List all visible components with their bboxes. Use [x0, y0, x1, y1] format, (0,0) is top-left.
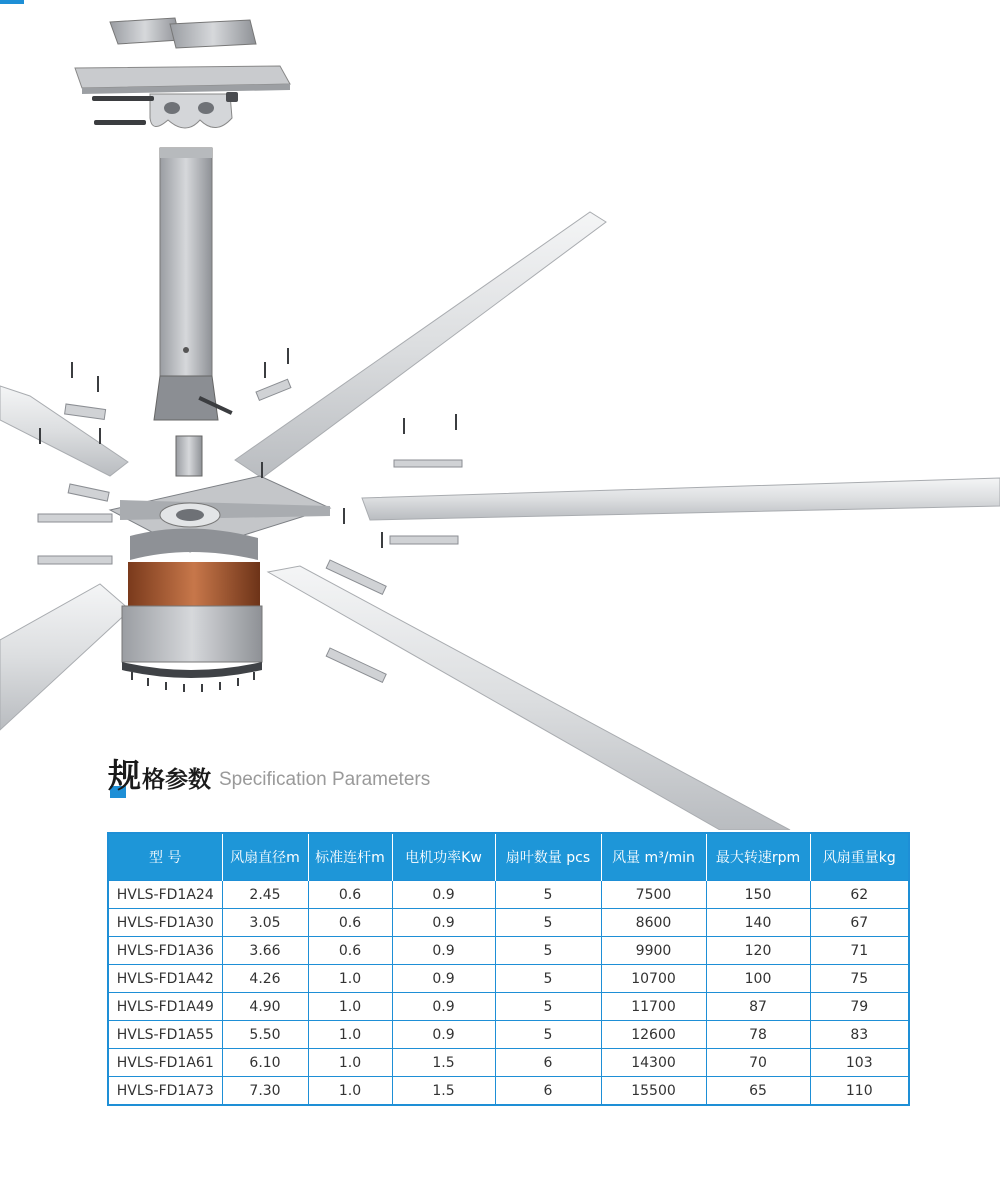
- cell-max-speed: 100: [706, 965, 810, 993]
- cell-blade-count: 5: [495, 1021, 601, 1049]
- table-row: [108, 1049, 909, 1077]
- cell-downrod: 0.6: [308, 909, 392, 937]
- cell-downrod: 1.0: [308, 1077, 392, 1106]
- cell-airflow: 11700: [601, 993, 706, 1021]
- cell-diameter: 3.66: [222, 937, 308, 965]
- cell-motor-power: 1.5: [392, 1077, 495, 1106]
- cell-weight: 62: [810, 881, 909, 909]
- table-row: [108, 965, 909, 993]
- header-model: 型 号: [108, 833, 222, 881]
- table-row: [108, 937, 909, 965]
- cell-blade-count: 6: [495, 1049, 601, 1077]
- table-row: [108, 993, 909, 1021]
- cell-diameter: 7.30: [222, 1077, 308, 1106]
- cell-blade-count: 5: [495, 881, 601, 909]
- cell-motor-power: 0.9: [392, 909, 495, 937]
- cell-motor-power: 0.9: [392, 881, 495, 909]
- cell-blade-count: 5: [495, 937, 601, 965]
- cell-weight: 110: [810, 1077, 909, 1106]
- cell-downrod: 0.6: [308, 881, 392, 909]
- header-diameter: 风扇直径m: [222, 833, 308, 881]
- header-weight: 风扇重量kg: [810, 833, 909, 881]
- cell-model: HVLS-FD1A24: [108, 881, 222, 909]
- header-blade-count: 扇叶数量 pcs: [495, 833, 601, 881]
- cell-blade-count: 5: [495, 965, 601, 993]
- table-row: [108, 1021, 909, 1049]
- cell-downrod: 0.6: [308, 937, 392, 965]
- cell-diameter: 4.90: [222, 993, 308, 1021]
- cell-max-speed: 150: [706, 881, 810, 909]
- cell-airflow: 14300: [601, 1049, 706, 1077]
- cell-airflow: 10700: [601, 965, 706, 993]
- header-motor-power: 电机功率Kw: [392, 833, 495, 881]
- cell-airflow: 9900: [601, 937, 706, 965]
- heading-english: Specification Parameters: [219, 769, 431, 790]
- cell-diameter: 5.50: [222, 1021, 308, 1049]
- cell-model: HVLS-FD1A55: [108, 1021, 222, 1049]
- heading-chinese: 格参数: [142, 767, 211, 793]
- cell-weight: 71: [810, 937, 909, 965]
- cell-weight: 67: [810, 909, 909, 937]
- cell-model: HVLS-FD1A61: [108, 1049, 222, 1077]
- table-row: [108, 909, 909, 937]
- spec-table: [107, 832, 910, 1106]
- cell-motor-power: 0.9: [392, 1021, 495, 1049]
- mount-plate: [75, 66, 290, 128]
- heading-first-char: [108, 758, 141, 794]
- cell-max-speed: 140: [706, 909, 810, 937]
- cell-blade-count: 5: [495, 909, 601, 937]
- downrod: [154, 148, 233, 420]
- cell-max-speed: 120: [706, 937, 810, 965]
- cell-weight: 103: [810, 1049, 909, 1077]
- header-downrod: 标准连杆m: [308, 833, 392, 881]
- table-header-row: [108, 833, 909, 881]
- header-max-speed: 最大转速rpm: [706, 833, 810, 881]
- header-airflow: 风量 m³/min: [601, 833, 706, 881]
- cell-weight: 79: [810, 993, 909, 1021]
- cell-airflow: 12600: [601, 1021, 706, 1049]
- cell-diameter: 6.10: [222, 1049, 308, 1077]
- cell-model: HVLS-FD1A49: [108, 993, 222, 1021]
- cell-downrod: 1.0: [308, 993, 392, 1021]
- cell-airflow: 7500: [601, 881, 706, 909]
- cell-max-speed: 65: [706, 1077, 810, 1106]
- mount-bracket-top: [110, 18, 256, 48]
- cell-downrod: 1.0: [308, 965, 392, 993]
- cell-max-speed: 78: [706, 1021, 810, 1049]
- table-row: [108, 881, 909, 909]
- section-heading: [108, 748, 430, 794]
- cell-airflow: 15500: [601, 1077, 706, 1106]
- cell-motor-power: 0.9: [392, 965, 495, 993]
- cell-model: HVLS-FD1A42: [108, 965, 222, 993]
- cell-blade-count: 6: [495, 1077, 601, 1106]
- cell-blade-count: 5: [495, 993, 601, 1021]
- cell-weight: 83: [810, 1021, 909, 1049]
- table-row: [108, 1077, 909, 1106]
- spec-table-body: [108, 881, 909, 1106]
- motor: [122, 528, 262, 678]
- cell-motor-power: 0.9: [392, 937, 495, 965]
- cell-motor-power: 1.5: [392, 1049, 495, 1077]
- cell-model: HVLS-FD1A30: [108, 909, 222, 937]
- cell-weight: 75: [810, 965, 909, 993]
- cell-airflow: 8600: [601, 909, 706, 937]
- cell-downrod: 1.0: [308, 1049, 392, 1077]
- cell-diameter: 2.45: [222, 881, 308, 909]
- cell-model: HVLS-FD1A73: [108, 1077, 222, 1106]
- cell-max-speed: 87: [706, 993, 810, 1021]
- cell-motor-power: 0.9: [392, 993, 495, 1021]
- heading-first-char-text: 规: [108, 756, 141, 795]
- cell-max-speed: 70: [706, 1049, 810, 1077]
- cell-diameter: 3.05: [222, 909, 308, 937]
- cell-model: HVLS-FD1A36: [108, 937, 222, 965]
- cell-diameter: 4.26: [222, 965, 308, 993]
- cell-downrod: 1.0: [308, 1021, 392, 1049]
